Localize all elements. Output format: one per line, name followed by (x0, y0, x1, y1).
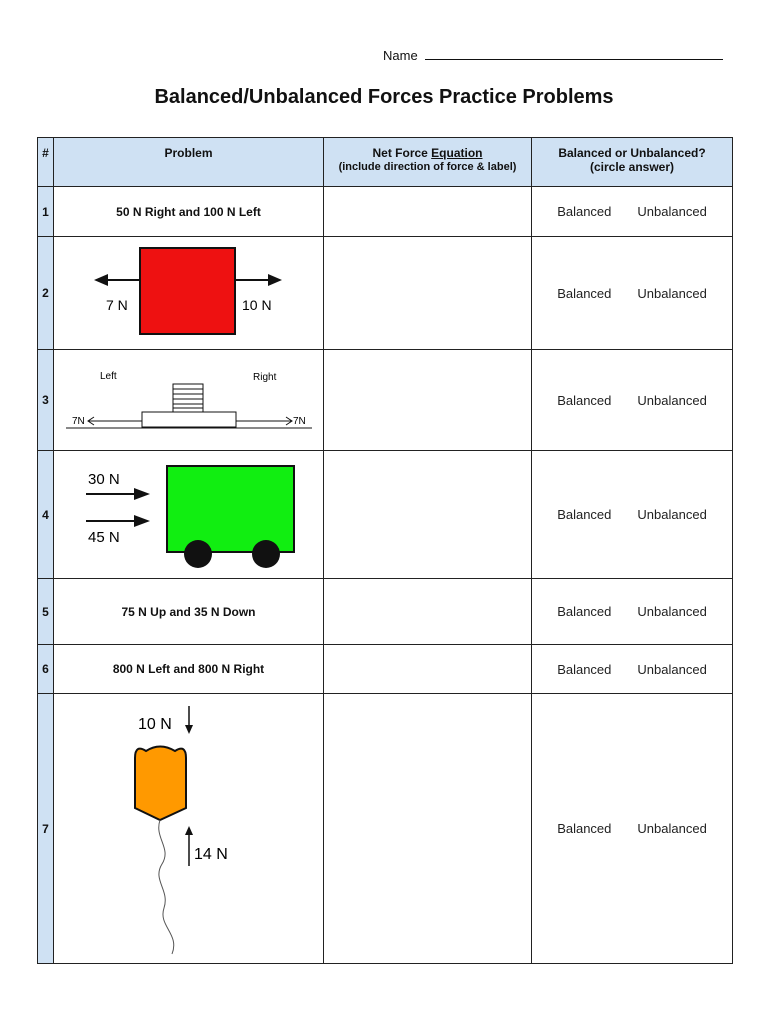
row-number: 1 (38, 187, 54, 237)
choice-unbalanced[interactable]: Unbalanced (637, 204, 707, 219)
header-equation-underlined: Equation (431, 146, 483, 160)
header-equation (324, 138, 532, 187)
choice-balanced[interactable]: Balanced (557, 507, 612, 522)
force-a-arrowhead-icon (134, 488, 150, 500)
choice-cell (532, 645, 733, 694)
row-number: 2 (38, 237, 54, 350)
header-equation-sub: (include direction of force & label) (338, 161, 517, 173)
equation-answer-cell[interactable] (324, 579, 532, 645)
force-b-label: 45 N (88, 528, 120, 546)
left-arrowhead-icon (94, 274, 108, 286)
right-arrowhead-icon (268, 274, 282, 286)
choice-balanced[interactable]: Balanced (557, 821, 612, 836)
header-choice (532, 138, 733, 187)
choice-cell (532, 579, 733, 645)
row-number: 3 (38, 350, 54, 451)
problem-diagram (54, 350, 324, 451)
header-problem: Problem (54, 138, 324, 187)
name-blank-line[interactable] (425, 47, 723, 60)
choice-unbalanced[interactable]: Unbalanced (637, 661, 707, 677)
orange-balloon (135, 746, 186, 820)
force-a-label: 30 N (88, 470, 120, 488)
choice-balanced[interactable]: Balanced (557, 285, 612, 301)
table-header-row (38, 138, 733, 187)
right-force-label: 7N (293, 416, 306, 427)
choice-cell (532, 237, 733, 350)
box-forces-diagram (54, 238, 324, 348)
cart-wheel-left (184, 540, 212, 568)
cart-forces-diagram (54, 453, 324, 577)
table-row (38, 237, 733, 350)
down-arrowhead-icon (185, 725, 193, 734)
table-row (38, 187, 733, 237)
green-cart (167, 466, 294, 552)
problem-text: 50 N Right and 100 N Left (54, 187, 324, 237)
choice-unbalanced[interactable]: Unbalanced (637, 604, 707, 619)
equation-answer-cell[interactable] (324, 694, 532, 964)
name-label: Name (383, 48, 418, 63)
choice-cell (532, 187, 733, 237)
problem-text: 800 N Left and 800 N Right (54, 645, 324, 694)
equation-answer-cell[interactable] (324, 451, 532, 579)
choice-balanced[interactable]: Balanced (557, 392, 612, 408)
choice-unbalanced[interactable]: Unbalanced (637, 392, 707, 408)
name-field[interactable] (383, 47, 723, 63)
right-word: Right (253, 372, 277, 383)
equation-answer-cell[interactable] (324, 645, 532, 694)
left-word: Left (100, 371, 117, 382)
row-number: 7 (38, 694, 54, 964)
problem-diagram (54, 237, 324, 350)
force-b-arrowhead-icon (134, 515, 150, 527)
problem-text: 75 N Up and 35 N Down (54, 579, 324, 645)
header-equation-prefix: Net Force (372, 146, 432, 160)
down-force-label: 10 N (138, 715, 172, 733)
row-number: 4 (38, 451, 54, 579)
header-choice-line2: (circle answer) (589, 160, 675, 174)
up-arrowhead-icon (185, 826, 193, 835)
platform (142, 412, 236, 427)
problem-diagram (54, 694, 324, 964)
left-force-label: 7N (72, 416, 85, 427)
red-box (140, 248, 235, 334)
choice-cell (532, 350, 733, 451)
row-number: 5 (38, 579, 54, 645)
table-forces-diagram (54, 351, 324, 449)
table-row (38, 645, 733, 694)
choice-unbalanced[interactable]: Unbalanced (637, 285, 707, 301)
right-force-label: 10 N (242, 297, 272, 313)
choice-balanced[interactable]: Balanced (557, 204, 612, 219)
balloon-string (159, 820, 174, 954)
choice-balanced[interactable]: Balanced (557, 604, 612, 619)
row-number: 6 (38, 645, 54, 694)
choice-cell (532, 694, 733, 964)
problem-diagram (54, 451, 324, 579)
table-row (38, 694, 733, 964)
choice-balanced[interactable]: Balanced (557, 661, 612, 677)
table-row (38, 350, 733, 451)
equation-answer-cell[interactable] (324, 350, 532, 451)
header-choice-line1: Balanced or Unbalanced? (558, 146, 706, 160)
page-title: Balanced/Unbalanced Forces Practice Problems (154, 86, 614, 108)
up-force-label: 14 N (194, 845, 228, 863)
equation-answer-cell[interactable] (324, 237, 532, 350)
choice-cell (532, 451, 733, 579)
choice-unbalanced[interactable]: Unbalanced (637, 507, 707, 522)
header-num: # (38, 138, 54, 187)
problems-table (37, 137, 733, 964)
left-force-label: 7 N (106, 297, 128, 313)
balloon-forces-diagram (54, 696, 324, 962)
equation-answer-cell[interactable] (324, 187, 532, 237)
table-row (38, 579, 733, 645)
cart-wheel-right (252, 540, 280, 568)
table-row (38, 451, 733, 579)
choice-unbalanced[interactable]: Unbalanced (637, 821, 707, 836)
